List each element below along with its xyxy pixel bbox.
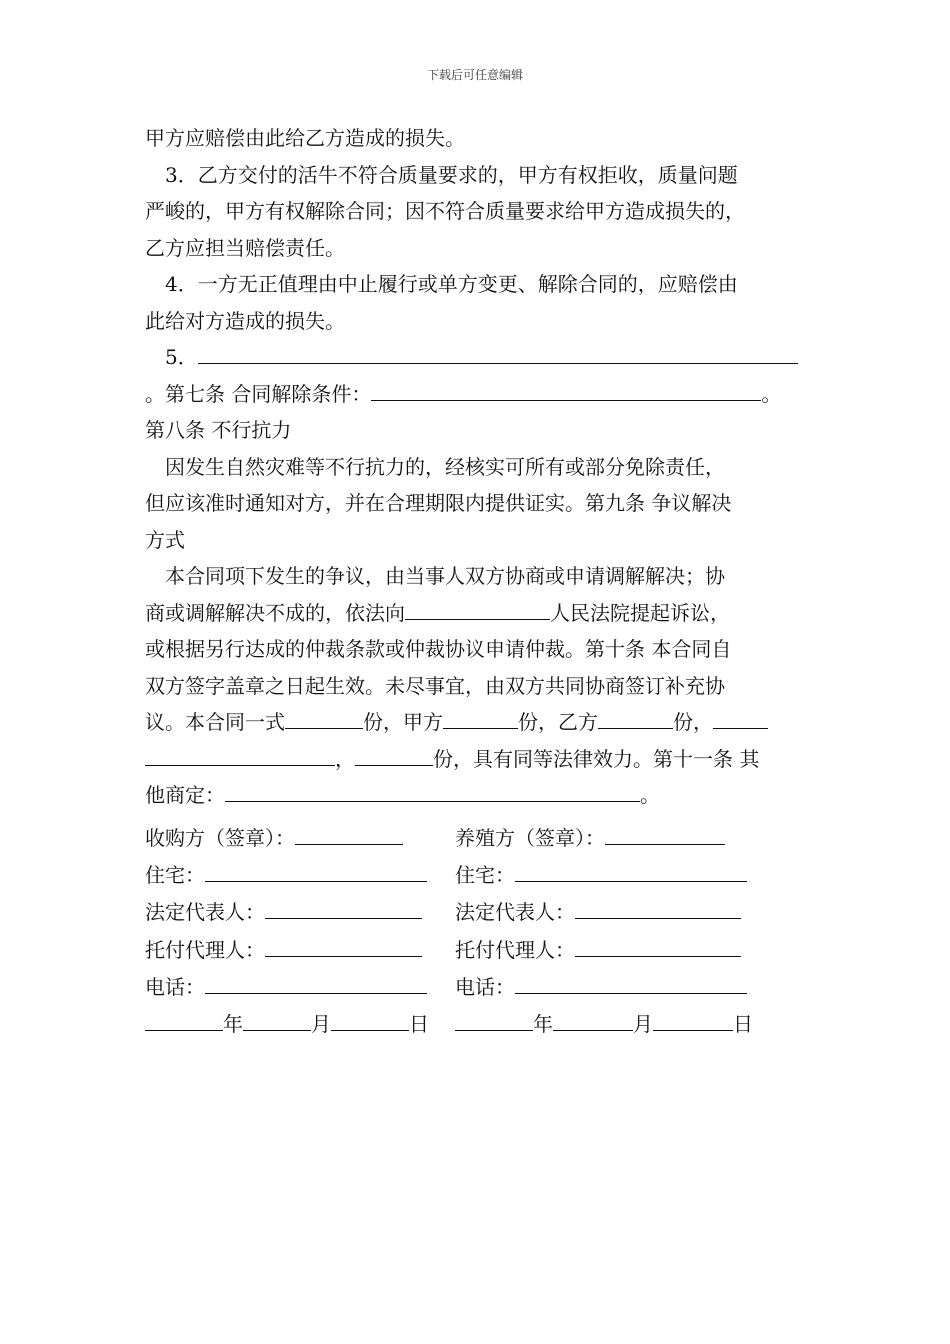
text: 份， xyxy=(673,710,713,734)
copies-total-blank[interactable] xyxy=(285,706,363,729)
breeder-agent-label: 托付代理人： xyxy=(455,937,575,962)
breeder-day-field[interactable] xyxy=(653,1008,733,1031)
paragraph: 本合同项下发生的争议，由当事人双方协商或申请调解解决；协 xyxy=(165,564,725,588)
copies-party-b-blank[interactable] xyxy=(598,706,673,729)
other-terms-line xyxy=(145,777,820,814)
copies-blank[interactable] xyxy=(355,743,433,766)
signature-row-address xyxy=(145,859,820,896)
buyer-legal-rep-field[interactable] xyxy=(265,896,422,919)
blank-field[interactable] xyxy=(198,341,798,364)
signature-block xyxy=(145,822,820,1045)
paragraph: 双方签字盖章之日起生效。未尽事宜，由双方共同协商签订补充协 xyxy=(145,673,725,698)
other-terms-blank[interactable] xyxy=(225,779,640,802)
paragraph: 甲方应赔偿由此给乙方造成的损失。 xyxy=(145,126,465,150)
text: ， xyxy=(335,746,355,771)
breeder-year-field[interactable] xyxy=(455,1008,533,1031)
copies-party-a-blank[interactable] xyxy=(443,706,518,729)
text: 他商定： xyxy=(145,783,225,807)
article-7-label: 。第七条 合同解除条件： xyxy=(145,381,372,406)
page-header-note: 下载后可任意编辑 xyxy=(426,68,523,82)
paragraph: 此给对方造成的损失。 xyxy=(145,308,345,333)
buyer-address-label: 住宅： xyxy=(145,863,205,888)
text: 人民法院提起诉讼， xyxy=(550,600,730,625)
day-label: 日 xyxy=(409,1011,429,1036)
breeder-month-field[interactable] xyxy=(553,1008,633,1031)
signature-row-legal-rep xyxy=(145,896,820,933)
signature-row-phone xyxy=(145,971,820,1008)
copies-line xyxy=(145,704,820,741)
text: 份，甲方 xyxy=(363,710,443,734)
contract-body xyxy=(145,120,820,814)
blank-field[interactable] xyxy=(713,706,768,729)
signature-row-date xyxy=(145,1008,820,1045)
breeder-signature-field[interactable] xyxy=(605,822,725,845)
court-blank[interactable] xyxy=(405,597,550,620)
paragraph: 严峻的，甲方有权解除合同；因不符合质量要求给甲方造成损失的， xyxy=(145,199,745,223)
paragraph: 4．一方无正值理由中止履行或单方变更、解除合同的，应赔偿由 xyxy=(165,272,738,296)
month-label: 月 xyxy=(633,1011,653,1036)
buyer-phone-field[interactable] xyxy=(205,971,427,994)
buyer-year-field[interactable] xyxy=(145,1008,223,1031)
blank-field[interactable] xyxy=(371,378,761,401)
buyer-day-field[interactable] xyxy=(331,1008,409,1031)
buyer-month-field[interactable] xyxy=(243,1008,311,1031)
buyer-agent-field[interactable] xyxy=(265,934,422,957)
buyer-label: 收购方（签章）： xyxy=(145,826,295,850)
paragraph: 但应该准时通知对方，并在合理期限内提供证实。第九条 争议解决 xyxy=(145,491,732,515)
paragraph: 3．乙方交付的活牛不符合质量要求的，甲方有权拒收，质量问题 xyxy=(165,162,738,187)
breeder-address-label: 住宅： xyxy=(455,863,515,888)
breeder-address-field[interactable] xyxy=(515,859,747,882)
signature-row-agent xyxy=(145,934,820,971)
breeder-label: 养殖方（签章）： xyxy=(455,826,605,850)
text: 议。本合同一式 xyxy=(145,710,285,734)
text: 份，乙方 xyxy=(518,710,598,734)
buyer-agent-label: 托付代理人： xyxy=(145,937,265,962)
punctuation: 。 xyxy=(761,381,782,406)
breeder-agent-field[interactable] xyxy=(575,934,741,957)
year-label: 年 xyxy=(533,1011,553,1036)
buyer-address-field[interactable] xyxy=(205,859,427,882)
article-7-line xyxy=(145,376,820,413)
breeder-legal-rep-label: 法定代表人： xyxy=(455,900,575,925)
paragraph: 方式 xyxy=(145,527,185,552)
clause-5-label: 5． xyxy=(165,345,198,369)
text: 。 xyxy=(640,783,660,807)
signature-row-party xyxy=(145,822,820,859)
breeder-phone-label: 电话： xyxy=(455,974,515,999)
breeder-legal-rep-field[interactable] xyxy=(575,896,741,919)
paragraph: 因发生自然灾难等不行抗力的，经核实可所有或部分免除责任， xyxy=(165,454,725,479)
copies-line-2 xyxy=(145,741,820,778)
buyer-phone-label: 电话： xyxy=(145,974,205,999)
article-8-heading: 第八条 不行抗力 xyxy=(145,418,292,442)
buyer-legal-rep-label: 法定代表人： xyxy=(145,900,265,925)
paragraph: 乙方应担当赔偿责任。 xyxy=(145,235,345,260)
year-label: 年 xyxy=(223,1011,243,1036)
clause-5-line xyxy=(145,339,820,376)
text: 商或调解解决不成的，依法向 xyxy=(145,600,405,625)
day-label: 日 xyxy=(733,1011,753,1036)
court-line xyxy=(145,595,820,632)
buyer-signature-field[interactable] xyxy=(295,822,403,845)
breeder-phone-field[interactable] xyxy=(515,971,747,994)
text: 份，具有同等法律效力。第十一条 其 xyxy=(433,746,760,771)
month-label: 月 xyxy=(311,1011,331,1036)
blank-field[interactable] xyxy=(145,743,335,766)
paragraph: 或根据另行达成的仲裁条款或仲裁协议申请仲裁。第十条 本合同自 xyxy=(145,637,732,661)
